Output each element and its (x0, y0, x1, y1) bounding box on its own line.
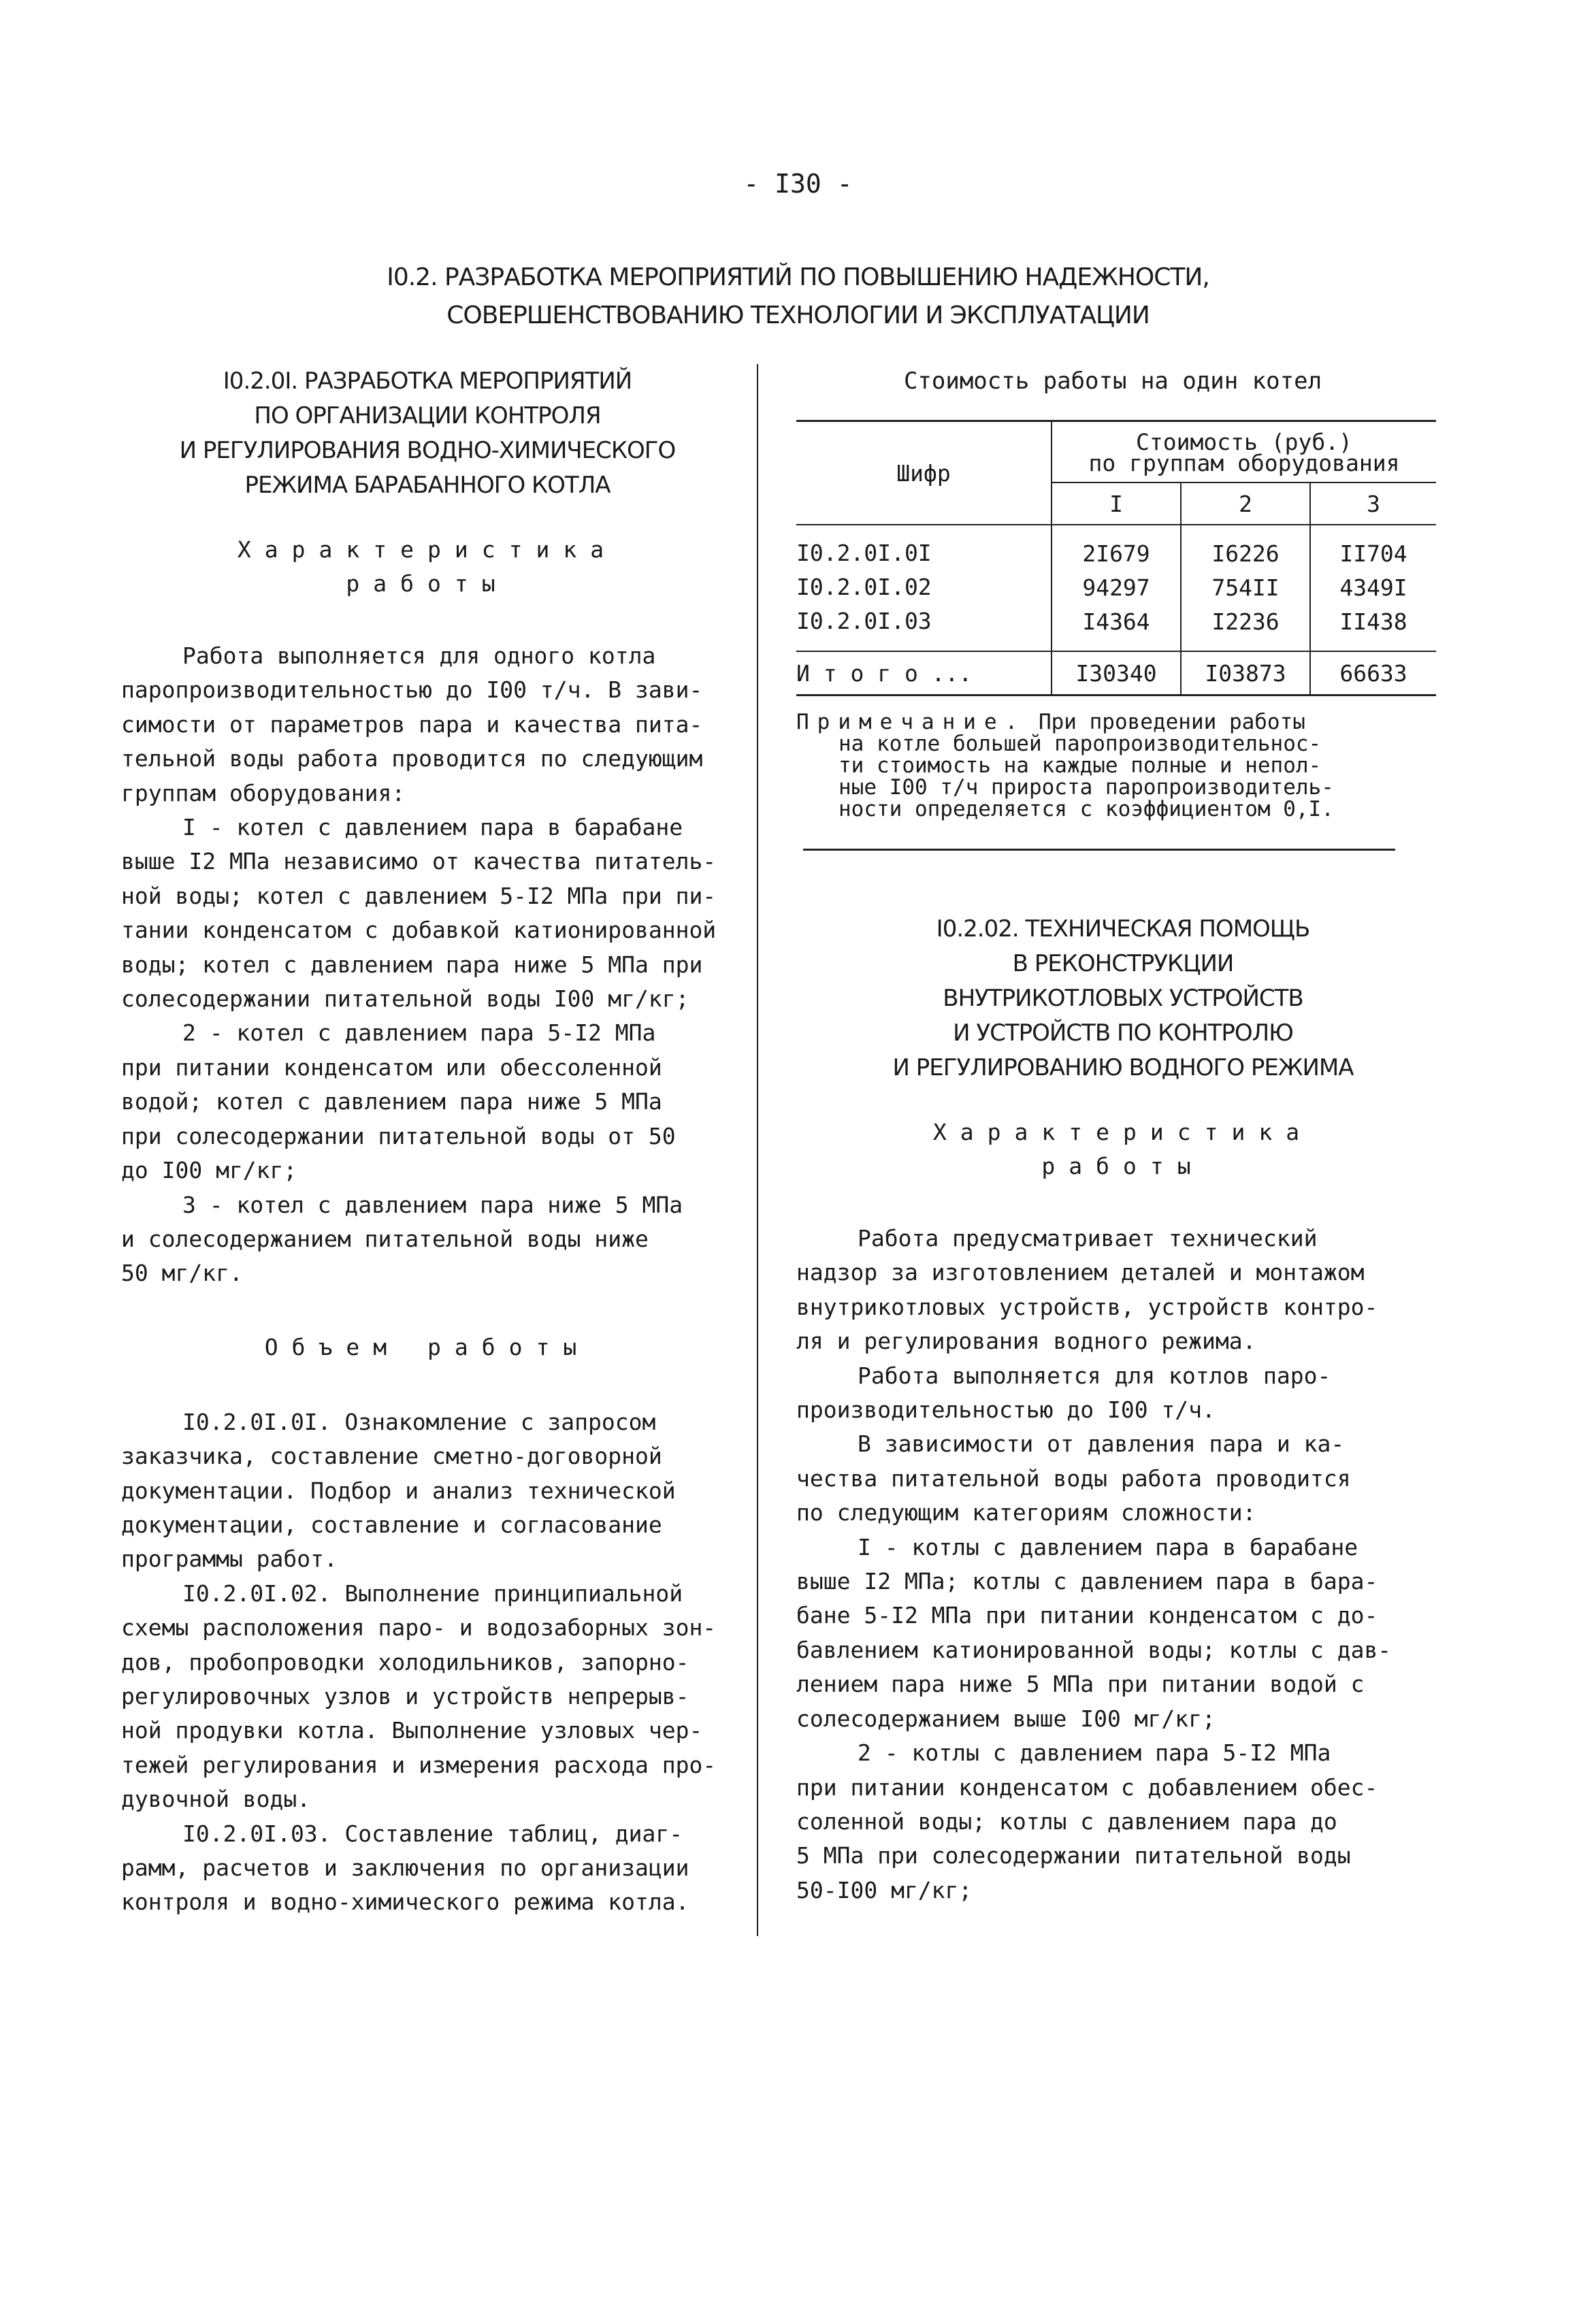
note-line: ные I00 т/ч прироста паропроизводитель- (838, 775, 1334, 800)
column-divider (757, 364, 758, 1936)
right-section-title (796, 912, 1450, 1085)
heading-line: Характеристика (237, 536, 618, 563)
text-line: бане 5-I2 МПа при питании конденсатом с до- (796, 1602, 1378, 1629)
heading-line: работы (1041, 1153, 1205, 1179)
text-line: Работа выполняется для котлов паро- (858, 1362, 1331, 1389)
header-group-3: 3 (1367, 490, 1380, 517)
cell-group-3: II704 (1339, 540, 1407, 567)
total-group-3: 66633 (1339, 659, 1407, 687)
note-text: При проведении работы (1038, 710, 1305, 734)
table-header-row (796, 421, 1436, 483)
text-line: 2 - котел с давлением пара 5-I2 МПа (182, 1019, 656, 1047)
text-line: 2 - котлы с давлением пара 5-I2 МПа (858, 1739, 1331, 1767)
main-title-line-2: СОВЕРШЕНСТВОВАНИЮ ТЕХНОЛОГИИ И ЭКСПЛУАТАЦИИ (446, 301, 1150, 329)
right-column (796, 364, 1450, 1908)
text-line: и солесодержанием питательной воды ниже (121, 1225, 649, 1252)
header-cost-line-2: по группам оборудования (1088, 450, 1400, 476)
text-line: ной продувки котла. Выполнение узловых чер- (121, 1717, 703, 1744)
note-first-line (796, 711, 1436, 733)
text-line: контроля и водно-химического режима котла. (121, 1888, 689, 1916)
text-line: производительностью до I00 т/ч. (796, 1396, 1216, 1424)
table-row (796, 570, 1436, 604)
cost-caption: Стоимость работы на один котел (903, 367, 1322, 395)
note-line: на котле большей паропроизводительнос- (838, 732, 1322, 756)
text-line: соленной воды; котлы с давлением пара до (796, 1808, 1337, 1835)
header-cipher: Шифр (796, 421, 1052, 525)
text-line: воды; котел с давлением пара ниже 5 МПа при (121, 951, 703, 978)
text-line: надзор за изготовлением деталей и монтажом (796, 1259, 1365, 1286)
text-line: I0.2.0I.03. Составление таблиц, диаг- (182, 1820, 683, 1847)
text-line: при питании конденсатом или обессоленной (121, 1053, 662, 1081)
left-characteristics-text (121, 639, 734, 1291)
left-section-title-line: ПО ОРГАНИЗАЦИИ КОНТРОЛЯ (254, 402, 601, 429)
cell-group-1: 2I679 (1052, 525, 1181, 570)
text-line: выше I2 МПа независимо от качества питатель- (121, 848, 717, 875)
text-line: В зависимости от давления пара и ка- (858, 1430, 1345, 1458)
total-group-1: I30340 (1052, 651, 1181, 696)
cell-code: I0.2.0I.03 (796, 604, 1052, 651)
left-characteristics-heading (121, 533, 734, 601)
text-line: I - котел с давлением пара в барабане (182, 814, 683, 841)
note-label: Примечание. (796, 710, 1026, 734)
text-line: Работа предусматривает технический (858, 1225, 1318, 1252)
cell-group-3: 4349I (1339, 574, 1407, 601)
text-line: при солесодержании питательной воды от 50 (121, 1122, 676, 1149)
main-title (0, 259, 1596, 335)
right-section-title-line: В РЕКОНСТРУКЦИИ (1012, 950, 1234, 977)
text-line: Работа выполняется для одного котла (182, 642, 656, 669)
right-section-title-line: И УСТРОЙСТВ ПО КОНТРОЛЮ (953, 1019, 1293, 1047)
text-line: I - котлы с давлением пара в барабане (858, 1533, 1358, 1560)
note-line: ти стоимость на каждые полные и непол- (838, 753, 1322, 778)
text-line: I0.2.0I.0I. Ознакомление с запросом (182, 1408, 656, 1435)
text-line: солесодержанием выше I00 мг/кг; (796, 1705, 1216, 1732)
header-group-1: I (1052, 483, 1181, 525)
text-line: заказчика, составление сметно-договорной (121, 1443, 662, 1470)
text-line: 5 МПа при солесодержании питательной воды (796, 1842, 1351, 1869)
heading-line: работы (346, 570, 509, 597)
text-line: ля и регулирования водного режима. (796, 1328, 1256, 1355)
text-line: тежей регулирования и измерения расхода про- (121, 1751, 717, 1778)
text-line: дов, пробопроводки холодильников, запорно- (121, 1648, 689, 1675)
cell-group-2: I2236 (1181, 604, 1310, 651)
table-total-row (796, 651, 1436, 696)
left-section-title (121, 364, 734, 503)
text-line: 50 мг/кг. (121, 1260, 243, 1287)
total-group-2: I03873 (1181, 651, 1310, 696)
cell-group-1: 94297 (1052, 570, 1181, 604)
left-volume-heading: Объем работы (264, 1333, 591, 1360)
text-line: 50-I00 мг/кг; (796, 1876, 973, 1903)
cell-group-2: I6226 (1181, 525, 1310, 570)
text-line: тании конденсатом с добавкой катионированной (121, 917, 717, 944)
right-characteristics-text (796, 1222, 1450, 1908)
table-row (796, 604, 1436, 651)
cell-code: I0.2.0I.0I (796, 525, 1052, 570)
text-line: лением пара ниже 5 МПа при питании водой с (796, 1671, 1365, 1698)
text-line: рамм, расчетов и заключения по организации (121, 1854, 689, 1881)
table-note (796, 711, 1436, 820)
page-number: - I30 - (743, 169, 853, 199)
main-title-line-1: I0.2. РАЗРАБОТКА МЕРОПРИЯТИЙ ПО ПОВЫШЕНИЮ НАДЕЖНОСТИ, (387, 263, 1209, 291)
cell-group-2: 754II (1181, 570, 1310, 604)
note-line: ности определяется с коэффициентом 0,I. (838, 797, 1334, 821)
header-cost (1052, 421, 1436, 483)
text-line: чества питательной воды работа проводится (796, 1465, 1351, 1492)
note-rule (803, 849, 1395, 851)
heading-line: Характеристика (932, 1119, 1314, 1145)
text-line: I0.2.0I.02. Выполнение принципиальной (182, 1580, 683, 1607)
left-section-title-line: И РЕГУЛИРОВАНИЯ ВОДНО-ХИМИЧЕСКОГО (179, 437, 676, 464)
text-line: до I00 мг/кг; (121, 1157, 297, 1184)
text-line: документации. Подбор и анализ технической (121, 1477, 676, 1504)
right-characteristics-heading (796, 1115, 1450, 1183)
text-line: бавлением катионированной воды; котлы с дав- (796, 1636, 1392, 1663)
text-line: по следующим категориям сложности: (796, 1499, 1256, 1526)
left-column (121, 364, 734, 1920)
text-line: группам оборудования: (121, 779, 406, 806)
text-line: документации, составление и согласование (121, 1511, 662, 1538)
left-section-title-line: РЕЖИМА БАРАБАННОГО КОТЛА (244, 472, 610, 499)
text-line: регулировочных узлов и устройств непрерыв- (121, 1682, 689, 1710)
total-label: И т о г о ... (796, 651, 1052, 696)
right-section-title-line: ВНУТРИКОТЛОВЫХ УСТРОЙСТВ (943, 985, 1303, 1012)
text-line: схемы расположения паро- и водозаборных зон- (121, 1614, 717, 1641)
left-volume-text (121, 1405, 734, 1920)
text-line: симости от параметров пара и качества пита- (121, 710, 703, 738)
text-line: тельной воды работа проводится по следующим (121, 745, 703, 772)
text-line: программы работ. (121, 1546, 338, 1573)
cell-code: I0.2.0I.02 (796, 570, 1052, 604)
text-line: паропроизводительностью до I00 т/ч. В зави- (121, 676, 703, 704)
table-row (796, 525, 1436, 570)
right-section-title-line: И РЕГУЛИРОВАНИЮ ВОДНОГО РЕЖИМА (892, 1054, 1354, 1081)
text-line: выше I2 МПа; котлы с давлением пара в бара- (796, 1568, 1378, 1595)
text-line: дувочной воды. (121, 1786, 311, 1813)
left-section-title-line: I0.2.0I. РАЗРАБОТКА МЕРОПРИЯТИЙ (223, 367, 632, 395)
header-cost-line-1: Стоимость (руб.) (1136, 429, 1352, 455)
text-line: при питании конденсатом с добавлением обес- (796, 1773, 1378, 1801)
right-section-title-line: I0.2.02. ТЕХНИЧЕСКАЯ ПОМОЩЬ (936, 915, 1310, 943)
text-line: ной воды; котел с давлением 5-I2 МПа при пи- (121, 882, 717, 909)
text-line: водой; котел с давлением пара ниже 5 МПа (121, 1088, 662, 1115)
header-group-2: 2 (1181, 483, 1310, 525)
cell-group-1: I4364 (1052, 604, 1181, 651)
cell-group-3: II438 (1339, 608, 1407, 635)
text-line: солесодержании питательной воды I00 мг/кг; (121, 985, 689, 1013)
cost-table (796, 420, 1436, 696)
text-line: внутрикотловых устройств, устройств контро- (796, 1293, 1378, 1320)
text-line: 3 - котел с давлением пара ниже 5 МПа (182, 1191, 683, 1218)
